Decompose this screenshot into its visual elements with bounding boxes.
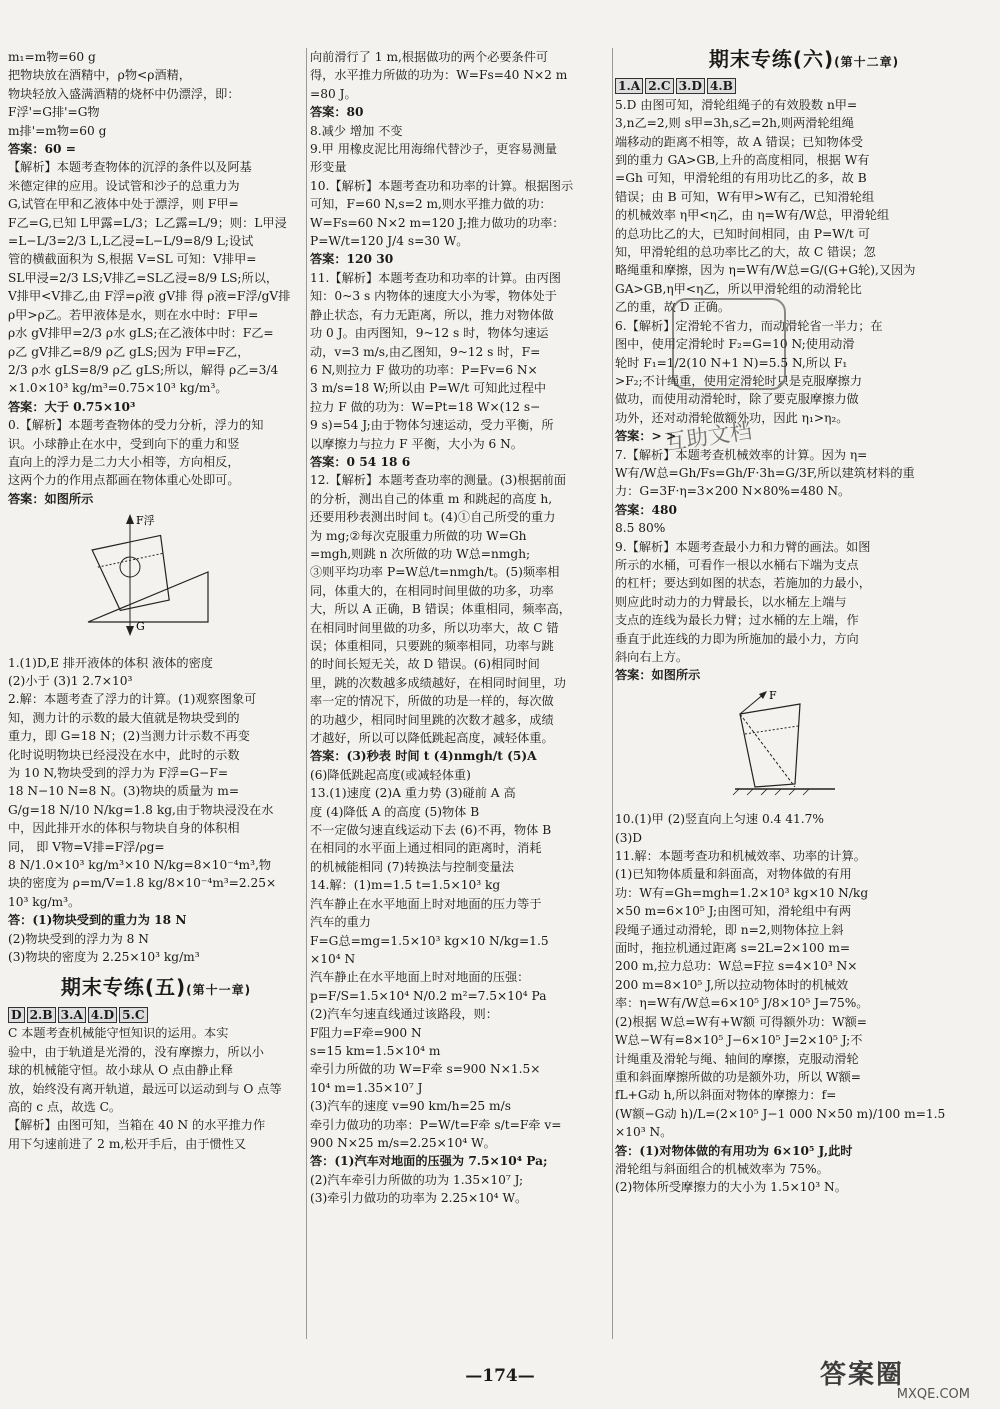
- text-line: 汽车静止在水平地面上时对地面的压强：: [310, 970, 530, 985]
- text-line: W=Fs=60 N×2 m=120 J;推力做功的功率：: [310, 215, 565, 230]
- text-line: 10.【解析】本题考查功和功率的计算。根据图示: [310, 178, 574, 193]
- col1-block-d: [8, 1024, 304, 1153]
- answer-choice-box: 4.B: [707, 78, 736, 94]
- text-line: 3 m/s=18 W;所以由 P=W/t 可知此过程中: [310, 381, 547, 396]
- text-line: (2)汽车匀速直线通过该路段，则：: [310, 1007, 498, 1022]
- text-line: F乙=G,已知 L甲露=L/3；L乙露=L/9；则：L甲浸: [8, 215, 287, 230]
- text-line: 的机械能相同 (7)转换法与控制变量法: [310, 859, 514, 874]
- text-line: 重和斜面摩擦所做的功是额外功，所以 W额=: [615, 1069, 861, 1084]
- text-line: 答：(1)汽车对地面的压强为 7.5×10⁴ Pa;: [310, 1154, 548, 1169]
- text-line: 知，测力计的示数的最大值就是物块受到的: [8, 710, 240, 725]
- text-line: 10.(1)甲 (2)竖直向上匀速 0.4 41.7%: [615, 812, 824, 827]
- answer-choice-box: 3.D: [676, 78, 705, 94]
- fig-label-force: F: [769, 688, 777, 702]
- text-line: 答案：80: [310, 105, 364, 120]
- col3-block-a: [615, 96, 993, 685]
- section-title-6: 期末专练(六)(第十二章): [708, 48, 900, 71]
- text-line: 可知，F=60 N,s=2 m,则水平推力做的功：: [310, 197, 552, 212]
- text-line: ×1.0×10³ kg/m³=0.75×10³ kg/m³。: [8, 381, 228, 396]
- text-line: 垂直于此连线的力即为所施加的最小力，方向: [615, 631, 859, 646]
- text-line: 答案：如图所示: [8, 491, 94, 506]
- column-divider: [612, 48, 613, 1339]
- column-divider: [306, 48, 307, 1339]
- col1-block-b: [8, 158, 304, 508]
- fig-label-gravity: G: [136, 620, 145, 634]
- text-line: 200 m,拉力总功：W总=F拉 s=4×10³ N×: [615, 959, 858, 974]
- text-line: 端移动的距离不相等，故 A 错误；已知物体受: [615, 134, 864, 149]
- text-line: 略绳重和摩擦，因为 η=W有/W总=G/(G+G轮),又因为: [615, 263, 916, 278]
- text-line: G,试管在甲和乙液体中处于漂浮，则 F甲=: [8, 197, 239, 212]
- text-line: 所示的水桶，可看作一根以水桶右下端为支点: [615, 557, 859, 572]
- text-line: 力：G=3F·η=3×200 N×80%=480 N。: [615, 484, 851, 499]
- text-line: 图中，使用定滑轮时 F₂=G=10 N;使用动滑: [615, 337, 855, 352]
- text-line: 18 N−10 N=8 N。(3)物块的质量为 m=: [8, 784, 240, 799]
- text-line: 在相同的水平面上通过相同的距离时，消耗: [310, 841, 542, 856]
- text-line: ρ水 gV排甲=2/3 ρ水 gLS;在乙液体中时：F乙=: [8, 326, 274, 341]
- answer-choice-box: 5.C: [119, 1007, 147, 1023]
- answer-choice-box: 3.A: [58, 1007, 86, 1023]
- col2-block-a: [310, 48, 610, 1208]
- text-line: 的总功比乙的大，已知时间相同，由 P=W/t 可: [615, 226, 870, 241]
- text-line: 静止状态，有力无距离，所以，推力对物体做: [310, 307, 554, 322]
- text-line: 乙的重，故 D 正确。: [615, 300, 731, 315]
- text-line: W总−W有=8×10⁵ J−6×10⁵ J=2×10⁵ J;不: [615, 1033, 863, 1048]
- text-line: 的分析，测出自己的体重 m 和跳起的高度 h,: [310, 491, 553, 506]
- text-line: (1)已知物体质量和斜面高，对物体做的有用: [615, 867, 852, 882]
- text-line: 答案：0 54 18 6: [310, 454, 411, 469]
- text-line: (2)小于 (3)1 2.7×10³: [8, 673, 133, 688]
- watermark-logo: 答案圈 MXQE.COM: [820, 1360, 970, 1402]
- text-line: 14.解：(1)m=1.5 t=1.5×10³ kg: [310, 878, 501, 893]
- answer-choice-box: 2.B: [27, 1007, 56, 1023]
- text-line: =mgh,则跳 n 次所做的功 W总=nmgh;: [310, 546, 531, 561]
- text-line: 【解析】本题考查物体的沉浮的条件以及阿基: [8, 160, 252, 175]
- text-line: 则应此时动力的力臂最长，以水桶左上端与: [615, 594, 847, 609]
- text-line: F浮'=G排'=G物: [8, 105, 100, 120]
- col3-block-b: [615, 810, 993, 1197]
- text-line: 1.(1)D,E 排开液体的体积 液体的密度: [8, 655, 213, 670]
- text-line: 米德定律的应用。设试管和沙子的总重力为: [8, 178, 240, 193]
- text-line: 7.【解析】本题考查机械效率的计算。因为 η=: [615, 447, 868, 462]
- text-line: (W额−G动 h)/L=(2×10⁵ J−1 000 N×50 m)/100 m=1.5: [615, 1106, 946, 1121]
- text-line: 里，跳的次数越多成绩越好，在相同时间里，功: [310, 675, 566, 690]
- text-line: 的机械效率 η甲<η乙，由 η=W有/W总，甲滑轮组: [615, 208, 890, 223]
- text-line: 牵引力做功的功率：P=W/t=F牵 s/t=F牵 v=: [310, 1117, 562, 1132]
- text-line: m₁=m物=60 g: [8, 50, 96, 64]
- text-line: F阻力=F牵=900 N: [310, 1025, 422, 1040]
- text-line: (3)物块的密度为 2.25×10³ kg/m³: [8, 950, 200, 965]
- text-line: 答案：(3)秒表 时间 t (4)nmgh/t (5)A: [310, 749, 537, 764]
- text-line: 9 s)=54 J;由于物体匀速运动，受力平衡，所: [310, 418, 554, 433]
- text-line: >F₂;不计绳重，使用定滑轮时只是克服摩擦力: [615, 373, 863, 388]
- text-line: 同， 即 V物=V排=F浮/ρg=: [8, 839, 165, 854]
- text-line: 大，所以 A 正确，B 错误；体重相同，频率高，: [310, 602, 571, 617]
- text-line: 计绳重及滑轮与绳、轴间的摩擦，克服动滑轮: [615, 1051, 859, 1066]
- text-line: 动，v=3 m/s,由乙图知，9~12 s 时，F=: [310, 344, 541, 359]
- text-line: 汽车的重力: [310, 915, 371, 930]
- text-line: ×10⁴ N: [310, 951, 356, 966]
- text-line: 误；体重相同，只要跳的频率相同，功率与跳: [310, 639, 554, 653]
- text-line: 的功越少，相同时间里跳的次数才越多，成绩: [310, 712, 554, 727]
- text-line: 做功，而使用动滑轮时，除了要克服摩擦力做: [615, 392, 859, 407]
- text-line: =Gh 可知，甲滑轮组的有用功比乙的多，故 B: [615, 171, 867, 186]
- text-line: GA>GB,η甲<η乙，所以甲滑轮组的动滑轮比: [615, 281, 862, 296]
- text-line: 6.【解析】定滑轮不省力，而动滑轮省一半力；在: [615, 318, 883, 333]
- text-line: 用下匀速前进了 2 m,松开手后，由于惯性又: [8, 1136, 247, 1151]
- text-line: (3)牵引力做功的功率为 2.25×10⁴ W。: [310, 1191, 528, 1206]
- text-line: 识。小球静止在水中，受到向下的重力和竖: [8, 436, 240, 451]
- text-line: 率一定的情况下，所做的功是一样的，每次做: [310, 694, 554, 709]
- answer-choice-box: 4.D: [88, 1007, 117, 1023]
- text-line: (3)汽车的速度 v=90 km/h=25 m/s: [310, 1099, 511, 1114]
- text-line: 同，体重大的，在相同时间里做的功多，功率: [310, 583, 554, 598]
- text-line: 答案：120 30: [310, 252, 394, 267]
- text-line: m排'=m物=60 g: [8, 123, 107, 138]
- text-line: 12.【解析】本题考查功率的测量。(3)根据前面: [310, 473, 567, 488]
- stamp-text: 互助文档: [662, 418, 754, 456]
- page-number: —174—: [465, 1366, 535, 1386]
- text-line: 重力，即 G=18 N；(2)当测力计示数不再变: [8, 729, 250, 744]
- answer-choice-box: 2.C: [645, 78, 673, 94]
- text-line: 物块轻放入盛满酒精的烧杯中仍漂浮，即：: [8, 86, 240, 101]
- text-line: 8 N/1.0×10³ kg/m³×10 N/kg=8×10⁻⁴m³,物: [8, 858, 272, 873]
- text-line: 滑轮组与斜面组合的机械效率为 75%。: [615, 1161, 829, 1176]
- text-line: 【解析】由图可知，当箱在 40 N 的水平推力作: [8, 1118, 266, 1133]
- section-title-5: 期末专练(五)(第十一章): [60, 975, 252, 1000]
- text-line: 验中，由于轨道是光滑的，没有摩擦力，所以小: [8, 1044, 264, 1059]
- text-line: SL甲浸=2/3 LS;V排乙=SL乙浸=8/9 LS;所以，: [8, 270, 279, 285]
- text-line: 9.【解析】本题考查最小力和力臂的画法。如图: [615, 539, 871, 554]
- text-line: (6)降低跳起高度(或减轻体重): [310, 767, 471, 782]
- text-line: 0.【解析】本题考查物体的受力分析，浮力的知: [8, 418, 264, 433]
- text-line: 知：0~3 s 内物体的速度大小为零，物体处于: [310, 289, 557, 304]
- text-line: 中，因此排开水的体积与物块自身的体积相: [8, 821, 240, 836]
- text-line: 6 N,则拉力 F 做功的功率：P=Fv=6 N×: [310, 362, 538, 377]
- text-line: (2)物体所受摩擦力的大小为 1.5×10³ N。: [615, 1180, 847, 1195]
- column-3: [615, 48, 993, 1339]
- text-line: 放，始终没有离开轨道，最远可以运动到与 O 点等: [8, 1081, 282, 1096]
- text-line: V排甲<V排乙,由 F浮=ρ液 gV排 得 ρ液=F浮/gV排: [8, 289, 291, 304]
- text-line: G/g=18 N/10 N/kg=1.8 kg,由于物块浸没在水: [8, 802, 274, 817]
- text-line: 高的 c 点，故选 C。: [8, 1099, 122, 1114]
- text-line: 还要用秒表测出时间 t。(4)①自己所受的重力: [310, 510, 556, 525]
- text-line: 拉力 F 做的功为：W=Pt=18 W×(12 s−: [310, 399, 541, 414]
- text-line: ×50 m=6×10⁵ J;由图可知，滑轮组中有两: [615, 904, 852, 919]
- text-line: 答案：60 =: [8, 142, 76, 157]
- text-line: 面时，拖拉机通过距离 s=2L=2×100 m=: [615, 941, 851, 956]
- col1-block-a: [8, 48, 304, 158]
- text-line: =80 J。: [310, 86, 357, 101]
- text-line: 答案：如图所示: [615, 668, 701, 683]
- col1-block-c: [8, 654, 304, 967]
- answer-row-5: [8, 1006, 304, 1024]
- column-1: [8, 48, 304, 1339]
- answer-row-6: [615, 77, 993, 95]
- text-line: 化时说明物块已经浸没在水中，此时的示数: [8, 747, 240, 762]
- text-line: 答：(1)对物体做的有用功为 6×10⁵ J,此时: [615, 1143, 853, 1158]
- text-line: 为 10 N,物块受到的浮力为 F浮=G−F=: [8, 766, 229, 780]
- text-line: 斜向右上方。: [615, 650, 689, 664]
- text-line: 向前滑行了 1 m,根据做功的两个必要条件可: [310, 50, 549, 64]
- text-line: 知，甲滑轮组的总功率比乙的大，故 C 错误；忽: [615, 245, 876, 260]
- text-line: 为 mg;②每次克服重力所做的功 W=Gh: [310, 528, 527, 543]
- answer-choice-box: D: [8, 1007, 25, 1023]
- text-line: 2/3 ρ水 gLS=8/9 ρ乙 gLS;所以，解得 ρ乙=3/4: [8, 362, 279, 377]
- text-line: p=F/S=1.5×10⁴ N/0.2 m²=7.5×10⁴ Pa: [310, 988, 547, 1003]
- column-2: [310, 48, 610, 1339]
- text-line: 功 0 J。由丙图知，9~12 s 时，物体匀速运: [310, 326, 549, 341]
- text-line: 11.解：本题考查功和机械效率、功率的计算。: [615, 849, 866, 864]
- text-line: (2)汽车牵引力所做的功为 1.35×10⁷ J;: [310, 1172, 524, 1187]
- text-line: 的杠杆；要达到如图的状态，若施加的力最小，: [615, 576, 871, 591]
- text-line: 到的重力 GA>GB,上升的高度相同，根据 W有: [615, 153, 870, 168]
- text-line: 答案：> >: [615, 429, 677, 444]
- text-line: (2)物块受到的浮力为 8 N: [8, 931, 149, 946]
- text-line: 13.(1)速度 (2)A 重力势 (3)碰前 A 高: [310, 786, 516, 801]
- text-line: 10³ kg/m³。: [8, 894, 81, 909]
- text-line: (2)根据 W总=W有+W额 可得额外功：W额=: [615, 1014, 868, 1029]
- text-line: 900 N×25 m/s=2.25×10⁴ W。: [310, 1135, 496, 1150]
- text-line: ③则平均功率 P=W总/t=nmgh/t。(5)频率相: [310, 565, 560, 580]
- text-line: 错误；由 B 可知，W有甲>W有乙，已知滑轮组: [615, 189, 875, 204]
- bucket-figure: [725, 689, 993, 804]
- text-line: 功外，还对动滑轮做额外功，因此 η₁>η₂。: [615, 410, 849, 425]
- text-line: ×10³ N。: [615, 1125, 673, 1140]
- text-line: 段绳子通过动滑轮，即 n=2,则物体拉上斜: [615, 922, 844, 937]
- text-line: P=W/t=120 J/4 s=30 W。: [310, 234, 469, 249]
- text-line: 形变量: [310, 160, 347, 175]
- text-line: 牵引力所做的功 W=F牵 s=900 N×1.5×: [310, 1062, 541, 1077]
- text-line: 汽车静止在水平地面上时对地面的压力等于: [310, 896, 542, 911]
- text-line: 支点的连线为最长力臂；过水桶的左上端，作: [615, 613, 859, 628]
- text-line: (3)D: [615, 830, 643, 845]
- text-line: ρ乙 gV排乙=8/9 ρ乙 gLS;因为 F甲=F乙，: [8, 344, 250, 359]
- text-line: C 本题考查机械能守恒知识的运用。本实: [8, 1026, 229, 1041]
- text-line: 2.解：本题考查了浮力的计算。(1)观察图象可: [8, 692, 257, 707]
- text-line: 答：(1)物块受到的重力为 18 N: [8, 913, 187, 928]
- text-line: s=15 km=1.5×10⁴ m: [310, 1043, 441, 1058]
- text-line: 不一定做匀速直线运动下去 (6)不再，物体 B: [310, 823, 552, 838]
- text-line: W有/W总=Gh/Fs=Gh/F·3h=G/3F,所以建筑材料的重: [615, 465, 915, 480]
- answer-choice-box: 1.A: [615, 78, 643, 94]
- text-line: 块的密度为 ρ=m/V=1.8 kg/8×10⁻⁴m³=2.25×: [8, 876, 277, 891]
- text-line: 答案：480: [615, 502, 678, 517]
- handwritten-stamp-mark: [672, 298, 786, 390]
- text-line: 以摩擦力与拉力 F 平衡，大小为 6 N。: [310, 436, 523, 451]
- text-line: 得，水平推力所做的功为：W=Fs=40 N×2 m: [310, 68, 568, 83]
- text-line: 度 (4)降低 A 的高度 (5)物体 B: [310, 804, 480, 819]
- text-line: 率：η=W有/W总=6×10⁵ J/8×10⁵ J=75%。: [615, 996, 869, 1011]
- text-line: 8.减少 增加 不变: [310, 123, 403, 138]
- text-line: 8.5 80%: [615, 521, 666, 536]
- text-line: 5.D 由图可知，滑轮组绳子的有效股数 n甲=: [615, 97, 858, 112]
- text-line: ρ甲>ρ乙。若甲液体是水，则在水中时：F甲=: [8, 307, 259, 322]
- text-line: 在相同时间里做的功多，所以功率大，故 C 错: [310, 620, 559, 635]
- text-line: 这两个力的作用点都画在物体重心处即可。: [8, 473, 240, 488]
- text-line: 3,n乙=2,则 s甲=3h,s乙=2h,则两滑轮组绳: [615, 116, 854, 131]
- text-line: 答案：大于 0.75×10³: [8, 399, 136, 414]
- text-line: 10⁴ m=1.35×10⁷ J: [310, 1080, 423, 1095]
- text-line: 9.甲 用橡皮泥比用海绵代替沙子，更容易测量: [310, 142, 558, 157]
- text-line: fL+G动 h,所以斜面对物体的摩擦力：f=: [615, 1088, 837, 1103]
- text-line: 11.【解析】本题考查功和功率的计算。由丙图: [310, 270, 561, 285]
- text-line: =L−L/3=2/3 L,L乙浸=L−L/9=8/9 L;设试: [8, 234, 254, 249]
- text-line: F=G总=mg=1.5×10³ kg×10 N/kg=1.5: [310, 933, 549, 948]
- text-line: 才越好，所以可以降低跳起高度，减轻体重。: [310, 731, 554, 746]
- text-line: 把物块放在酒精中，ρ物<ρ酒精，: [8, 68, 191, 83]
- text-line: 200 m=8×10⁵ J,所以拉动物体时的机械效: [615, 977, 849, 992]
- text-line: 管的横截面积为 S,根据 V=SL 可知：V排甲=: [8, 252, 257, 267]
- text-line: 的时间长短无关，故 D 错误。(6)相同时间: [310, 657, 540, 672]
- text-line: 球的机械能守恒。故小球从 O 点由静止释: [8, 1063, 233, 1078]
- text-line: 功：W有=Gh=mgh=1.2×10³ kg×10 N/kg: [615, 885, 869, 900]
- text-line: 轮时 F₁=1/2(10 N+1 N)=5.5 N,所以 F₁: [615, 355, 848, 370]
- text-line: 直向上的浮力是二力大小相等，方向相反，: [8, 454, 240, 469]
- fig-label-buoyancy: F浮: [136, 514, 155, 528]
- buoyancy-figure: [68, 512, 304, 647]
